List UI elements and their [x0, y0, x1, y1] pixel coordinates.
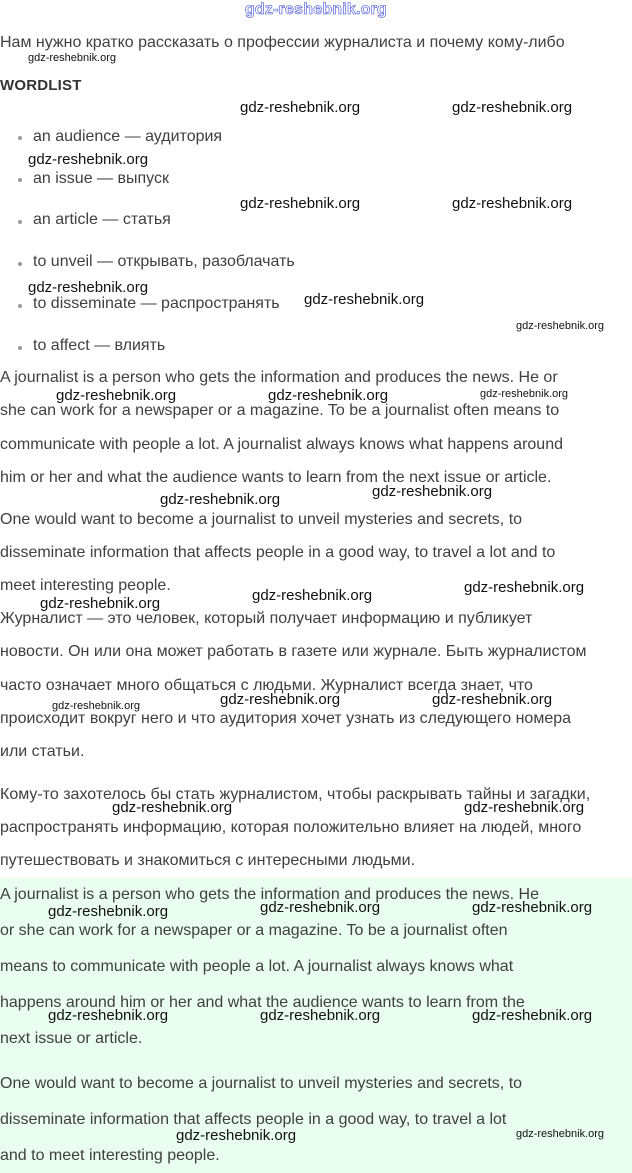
- watermark: gdz-reshebnik.org: [464, 579, 585, 596]
- list-item: an issue — выпуск: [33, 170, 169, 187]
- text-line: and to meet interesting people.: [0, 1147, 220, 1164]
- text-line: means to communicate with people a lot. A journalist always knows what: [0, 958, 514, 975]
- list-item: an audience — аудитория: [33, 128, 223, 145]
- watermark: gdz-reshebnik.org: [48, 1007, 169, 1024]
- text-line: или статьи.: [0, 743, 85, 760]
- bullet-icon: [18, 178, 22, 182]
- watermark: gdz-reshebnik.org: [28, 52, 117, 64]
- watermark: gdz-reshebnik.org: [52, 700, 141, 712]
- text-line: новости. Он или она может работать в газете или журнале. Быть журналистом: [0, 643, 587, 660]
- watermark: gdz-reshebnik.org: [472, 899, 593, 916]
- watermark: gdz-reshebnik.org: [28, 151, 149, 168]
- watermark: gdz-reshebnik.org: [176, 1127, 297, 1144]
- text-line: часто означает много общаться с людьми. Журналист всегда знает, что: [0, 677, 533, 694]
- watermark: gdz-reshebnik.org: [112, 799, 233, 816]
- text-line: Журналист — это человек, который получает информацию и публикует: [0, 610, 533, 627]
- wordlist-title: WORDLIST: [0, 77, 82, 94]
- text-line: One would want to become a journalist to unveil mysteries and secrets, to: [0, 511, 523, 528]
- watermark: gdz-reshebnik.org: [268, 387, 389, 404]
- watermark: gdz-reshebnik.org: [472, 1007, 593, 1024]
- text-line: she can work for a newspaper or a magazine. To be a journalist often means to: [0, 402, 560, 419]
- watermark: gdz-reshebnik.org: [480, 388, 569, 400]
- watermark: gdz-reshebnik.org: [260, 899, 381, 916]
- watermark: gdz-reshebnik.org: [516, 320, 605, 332]
- text-line: путешествовать и знакомиться с интересными людьми.: [0, 852, 416, 869]
- text-line: disseminate information that affects people in a good way, to travel a lot: [0, 1111, 507, 1128]
- bullet-icon: [18, 346, 22, 350]
- list-item: an article — статья: [33, 211, 171, 228]
- text-line: Кому-то захотелось бы стать журналистом, чтобы раскрывать тайны и загадки,: [0, 786, 591, 803]
- watermark: gdz-reshebnik.org: [432, 691, 553, 708]
- text-line: disseminate information that affects people in a good way, to travel a lot and to: [0, 544, 556, 561]
- site-header[interactable]: gdz-reshebnik.org: [244, 1, 388, 18]
- watermark: gdz-reshebnik.org: [28, 279, 149, 296]
- list-item: to affect — влиять: [33, 337, 166, 354]
- watermark: gdz-reshebnik.org: [464, 799, 585, 816]
- bullet-icon: [18, 136, 22, 140]
- watermark: gdz-reshebnik.org: [56, 387, 177, 404]
- text-line: him or her and what the audience wants to learn from the next issue or article.: [0, 469, 552, 486]
- text-line: next issue or article.: [0, 1030, 143, 1047]
- list-item: to disseminate — распространять: [33, 295, 280, 312]
- bullet-icon: [18, 304, 22, 308]
- text-line: meet interesting people.: [0, 577, 171, 594]
- text-line: communicate with people a lot. A journalist always knows what happens around: [0, 436, 563, 453]
- watermark: gdz-reshebnik.org: [40, 595, 161, 612]
- watermark: gdz-reshebnik.org: [452, 99, 573, 116]
- text-line: or she can work for a newspaper or a magazine. To be a journalist often: [0, 922, 508, 939]
- watermark: gdz-reshebnik.org: [304, 291, 425, 308]
- watermark: gdz-reshebnik.org: [240, 99, 361, 116]
- intro-text: Нам нужно кратко рассказать о профессии журналиста и почему кому-либо: [0, 34, 565, 51]
- watermark: gdz-reshebnik.org: [372, 483, 493, 500]
- text-line: происходит вокруг него и что аудитория хочет узнать из следующего номера: [0, 710, 572, 727]
- bullet-icon: [18, 220, 22, 224]
- watermark: gdz-reshebnik.org: [240, 195, 361, 212]
- text-line: One would want to become a journalist to unveil mysteries and secrets, to: [0, 1075, 523, 1092]
- text-line: A journalist is a person who gets the information and produces the news. He or: [0, 369, 558, 386]
- text-line: распространять информацию, которая положительно влияет на людей, много: [0, 819, 582, 836]
- watermark: gdz-reshebnik.org: [516, 1128, 605, 1140]
- watermark: gdz-reshebnik.org: [48, 903, 169, 920]
- watermark: gdz-reshebnik.org: [220, 691, 341, 708]
- text-line: happens around him or her and what the audience wants to learn from the: [0, 994, 525, 1011]
- list-item: to unveil — открывать, разоблачать: [33, 253, 295, 270]
- bullet-icon: [18, 262, 22, 266]
- text-line: A journalist is a person who gets the information and produces the news. He: [0, 886, 539, 903]
- watermark: gdz-reshebnik.org: [252, 587, 373, 604]
- watermark: gdz-reshebnik.org: [452, 195, 573, 212]
- watermark: gdz-reshebnik.org: [260, 1007, 381, 1024]
- watermark: gdz-reshebnik.org: [160, 491, 281, 508]
